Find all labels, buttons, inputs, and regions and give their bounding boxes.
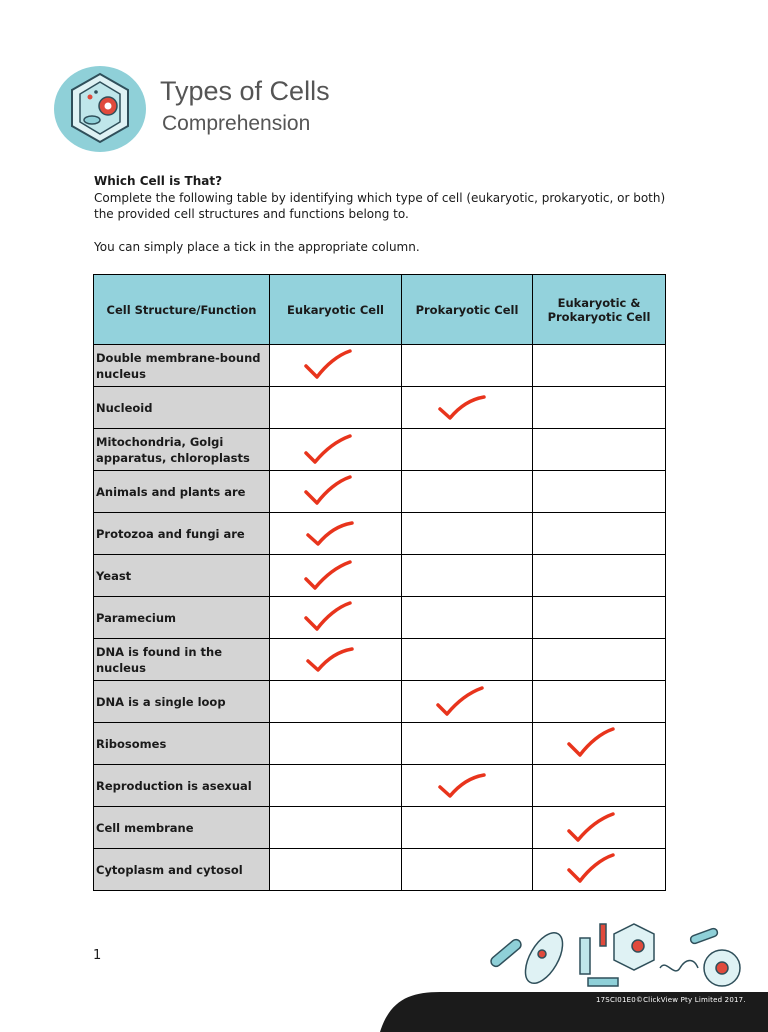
check-mark-icon [563, 853, 619, 887]
column-header-both: Eukaryotic & Prokaryotic Cell [533, 275, 666, 345]
instructions [94, 173, 674, 256]
both-cell [533, 723, 666, 765]
both-cell [533, 555, 666, 597]
both-cell [533, 639, 666, 681]
table-row [94, 597, 666, 639]
both-cell [533, 387, 666, 429]
table-row [94, 723, 666, 765]
check-mark-icon [300, 517, 356, 551]
row-label: Double membrane-bound nucleus [94, 345, 270, 387]
prokaryotic-cell [402, 681, 533, 723]
eukaryotic-cell [270, 639, 402, 681]
eukaryotic-cell [270, 513, 402, 555]
prokaryotic-cell [402, 765, 533, 807]
science-illustration-icon [484, 918, 754, 994]
column-header-eukaryotic: Eukaryotic Cell [270, 275, 402, 345]
prokaryotic-cell [402, 639, 533, 681]
table-row [94, 639, 666, 681]
eukaryotic-cell [270, 429, 402, 471]
eukaryotic-cell [270, 471, 402, 513]
column-header-structure: Cell Structure/Function [94, 275, 270, 345]
check-mark-icon [300, 349, 356, 383]
both-cell [533, 471, 666, 513]
table-row [94, 345, 666, 387]
both-cell [533, 765, 666, 807]
prokaryotic-cell [402, 597, 533, 639]
check-mark-icon [300, 475, 356, 509]
both-cell [533, 429, 666, 471]
table-row [94, 681, 666, 723]
row-label: Animals and plants are [94, 471, 270, 513]
row-label: Cell membrane [94, 807, 270, 849]
row-label: Cytoplasm and cytosol [94, 849, 270, 891]
eukaryotic-cell [270, 765, 402, 807]
table-body [94, 345, 666, 891]
table-row [94, 849, 666, 891]
table-row [94, 807, 666, 849]
cell-classification-table [93, 274, 666, 891]
check-mark-icon [563, 811, 619, 845]
eukaryotic-cell [270, 345, 402, 387]
row-label: Ribosomes [94, 723, 270, 765]
both-cell [533, 681, 666, 723]
eukaryotic-cell [270, 723, 402, 765]
column-header-prokaryotic: Prokaryotic Cell [402, 275, 533, 345]
row-label: DNA is found in the nucleus [94, 639, 270, 681]
table-row [94, 429, 666, 471]
prokaryotic-cell [402, 849, 533, 891]
eukaryotic-cell [270, 807, 402, 849]
both-cell [533, 849, 666, 891]
page-title: Types of Cells [160, 76, 330, 106]
row-label: Yeast [94, 555, 270, 597]
eukaryotic-cell [270, 387, 402, 429]
both-cell [533, 345, 666, 387]
check-mark-icon [432, 685, 488, 719]
cell-logo-icon [54, 66, 146, 152]
footer-copyright: 17SCI01E0©ClickView Pty Limited 2017. [596, 996, 746, 1004]
row-label: Protozoa and fungi are [94, 513, 270, 555]
both-cell [533, 807, 666, 849]
eukaryotic-cell [270, 849, 402, 891]
row-label: Paramecium [94, 597, 270, 639]
check-mark-icon [300, 559, 356, 593]
instructions-body: Complete the following table by identifying which type of cell (eukaryotic, prokaryotic, or both) the provided cell structures and functions belong to. [94, 190, 666, 221]
prokaryotic-cell [402, 555, 533, 597]
check-mark-icon [563, 727, 619, 761]
section-heading: Which Cell is That? [94, 174, 223, 188]
both-cell [533, 597, 666, 639]
row-label: DNA is a single loop [94, 681, 270, 723]
check-mark-icon [300, 433, 356, 467]
check-mark-icon [300, 601, 356, 635]
table-row [94, 513, 666, 555]
table-row [94, 387, 666, 429]
row-label: Nucleoid [94, 387, 270, 429]
table-row [94, 471, 666, 513]
eukaryotic-cell [270, 597, 402, 639]
table-row [94, 765, 666, 807]
prokaryotic-cell [402, 471, 533, 513]
prokaryotic-cell [402, 429, 533, 471]
row-label: Mitochondria, Golgi apparatus, chloroplasts [94, 429, 270, 471]
table-row [94, 555, 666, 597]
prokaryotic-cell [402, 513, 533, 555]
instructions-tick-note: You can simply place a tick in the appropriate column. [94, 240, 420, 254]
page-subtitle: Comprehension [162, 112, 311, 135]
eukaryotic-cell [270, 555, 402, 597]
prokaryotic-cell [402, 723, 533, 765]
table-header-row [94, 275, 666, 345]
prokaryotic-cell [402, 807, 533, 849]
prokaryotic-cell [402, 345, 533, 387]
eukaryotic-cell [270, 681, 402, 723]
prokaryotic-cell [402, 387, 533, 429]
check-mark-icon [432, 391, 488, 425]
page-number: 1 [93, 948, 102, 963]
check-mark-icon [432, 769, 488, 803]
check-mark-icon [300, 643, 356, 677]
both-cell [533, 513, 666, 555]
row-label: Reproduction is asexual [94, 765, 270, 807]
